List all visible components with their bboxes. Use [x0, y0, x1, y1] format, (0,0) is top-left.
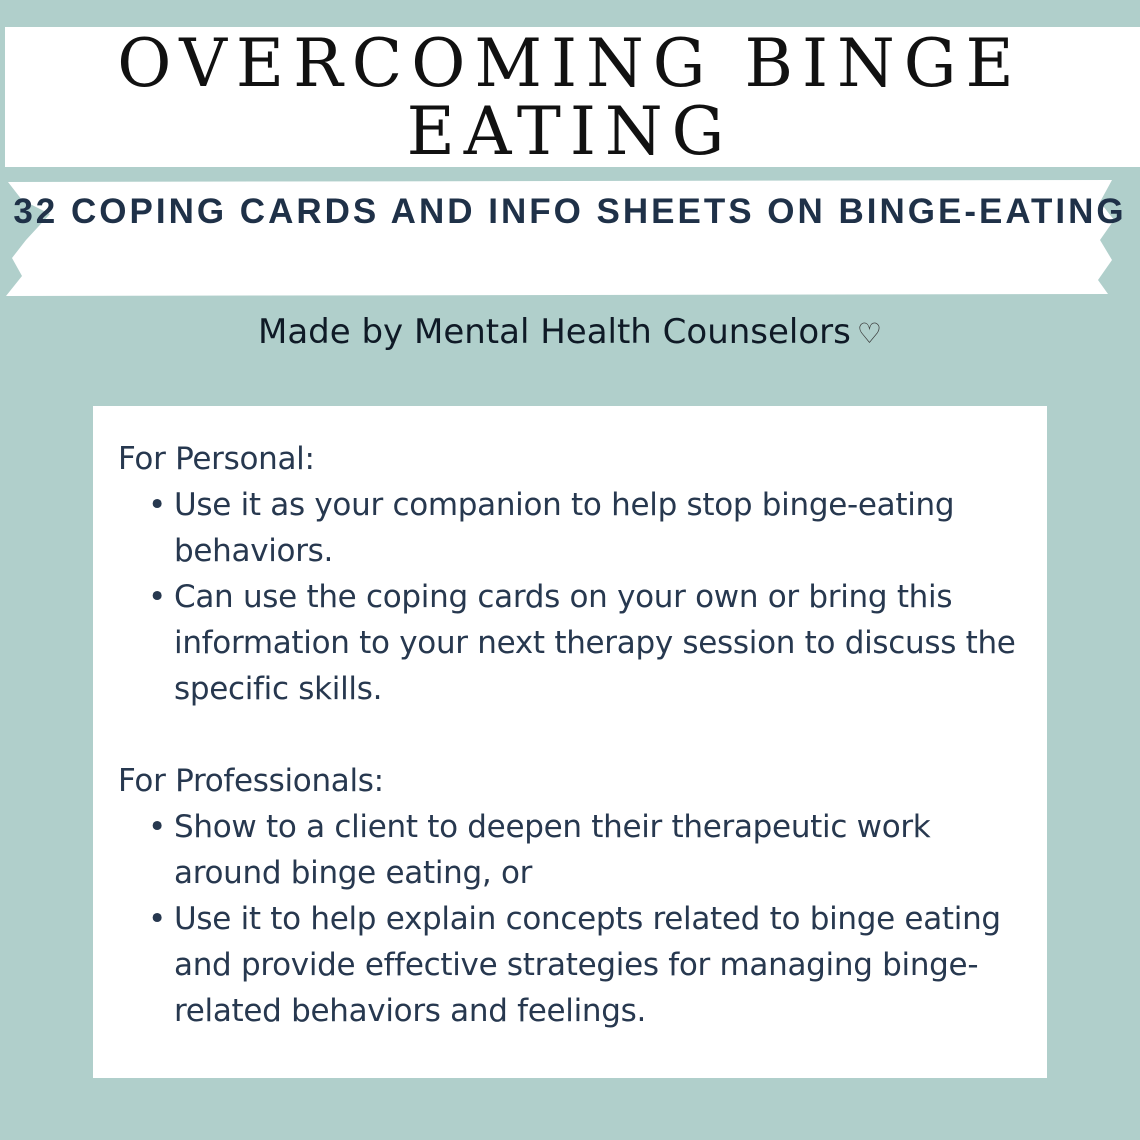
- page-title: OVERCOMING BINGE EATING: [117, 25, 1023, 170]
- section-heading-professionals: For Professionals:: [118, 763, 384, 799]
- list-item-text: Use it to help explain concepts related to binge eating and provide effective strategies for managing binge-related behaviors and feelings.: [174, 901, 1001, 1029]
- bullet-icon: •: [148, 579, 166, 615]
- list-item: [148, 574, 1038, 712]
- list-item: [148, 896, 1038, 1034]
- info-content: [118, 436, 1038, 1034]
- list-item-text: Show to a client to deepen their therapeutic work around binge eating, or: [174, 809, 931, 891]
- section-heading-personal: For Personal:: [118, 441, 315, 477]
- bullet-icon: •: [148, 901, 166, 937]
- professionals-list: [118, 804, 1038, 1034]
- subtitle: 32 COPING CARDS AND INFO SHEETS ON BINGE-EATING: [13, 192, 1127, 231]
- bullet-icon: •: [148, 809, 166, 845]
- list-item: [148, 804, 1038, 896]
- made-by-line: [0, 308, 1140, 358]
- heart-icon: ♡: [856, 317, 882, 350]
- made-by-text: Made by Mental Health Counselors: [258, 312, 851, 352]
- bullet-icon: •: [148, 487, 166, 523]
- list-item-text: Use it as your companion to help stop binge-eating behaviors.: [174, 487, 955, 569]
- list-item-text: Can use the coping cards on your own or bring this information to your next therapy session to discuss the specific skills.: [174, 579, 1016, 707]
- list-item: [148, 482, 1038, 574]
- personal-list: [118, 482, 1038, 712]
- section-spacer: [118, 712, 1038, 758]
